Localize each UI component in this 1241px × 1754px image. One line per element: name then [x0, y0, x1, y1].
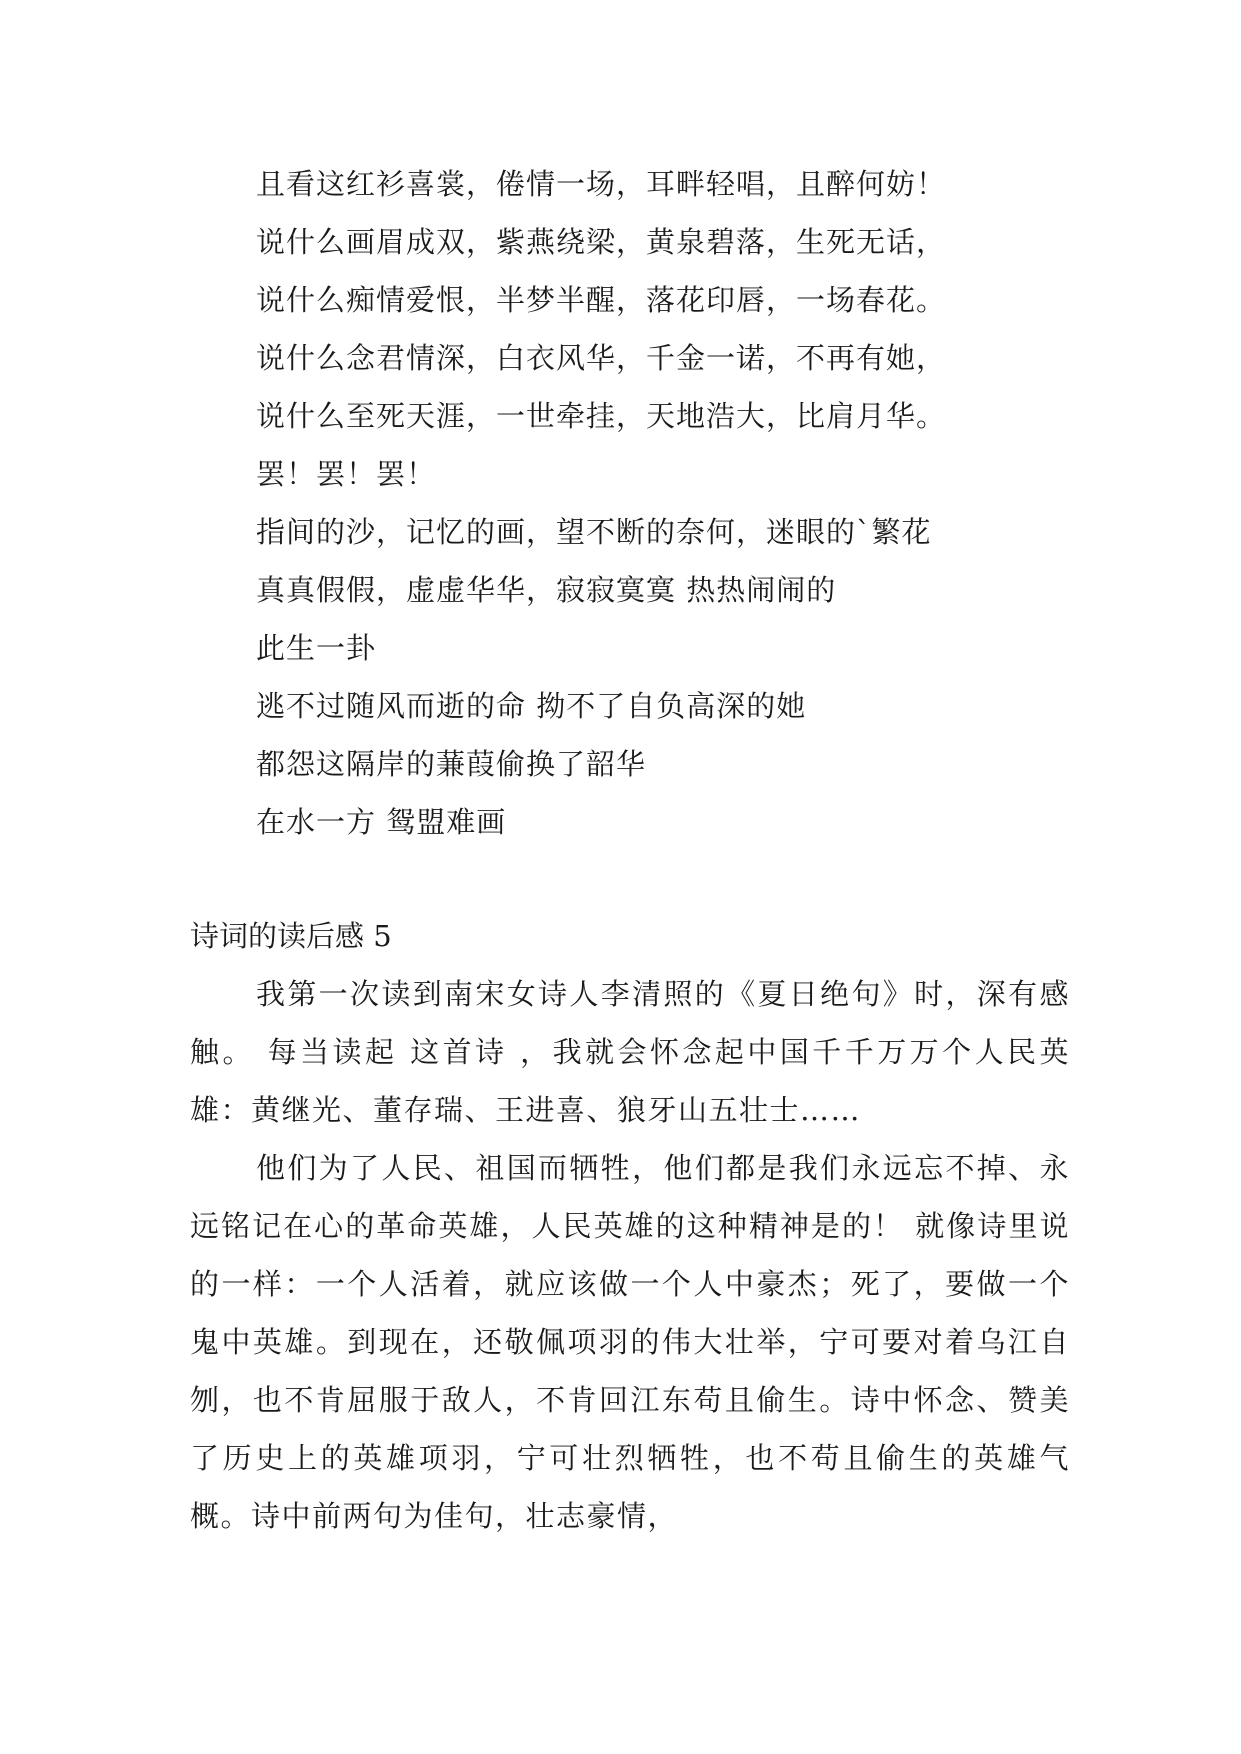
body-paragraph: 我第一次读到南宋女诗人李清照的《夏日绝句》时，深有感触。 每当读起 这首诗 ，我就会怀念起中国千千万万个人民英雄：黄继光、董存瑞、王进喜、狼牙山五壮士……: [190, 977, 1070, 1127]
poem-line: 说什么痴情爱恨，半梦半醒，落花印唇，一场春花。: [256, 283, 947, 317]
poem-line: 说什么画眉成双，紫燕绕梁，黄泉碧落，生死无话，: [256, 225, 947, 259]
poem-line: 且看这红衫喜裳，倦情一场，耳畔轻唱，且醉何妨！: [256, 167, 947, 201]
poem-line: 真真假假，虚虚华华，寂寂寞寞 热热闹闹的: [256, 573, 837, 607]
body-paragraph: 他们为了人民、祖国而牺牲，他们都是我们永远忘不掉、永远铭记在心的革命英雄，人民英雄的这种精神是的！ 就像诗里说的一样：一个人活着，就应该做一个人中豪杰；死了，要做一个鬼中英雄。到现在，还敬佩项羽的伟大壮举，宁可要对着乌江自刎，也不肯屈服于敌人，不肯回江东苟且偷生。诗中怀念、赞美了历史上的英雄项羽，宁可壮烈牺牲，也不苟且偷生的英雄气概。诗中前两句为佳句，壮志豪情，: [190, 1151, 1070, 1533]
poem-line: 都怨这隔岸的蒹葭偷换了韶华: [256, 747, 647, 781]
poem-line: 指间的沙，记忆的画，望不断的奈何，迷眼的`繁花: [256, 515, 932, 549]
section-title: 诗词的读后感 5: [190, 919, 392, 953]
document-body: [190, 155, 1070, 1545]
poem-line: 说什么念君情深，白衣风华，千金一诺，不再有她，: [256, 341, 947, 375]
poem-line: 在水一方 鸳盟难画: [256, 805, 507, 839]
poem-line: 逃不过随风而逝的命 拗不了自负高深的她: [256, 689, 807, 723]
poem-line: 罢！罢！罢！: [256, 457, 437, 491]
poem-line: 此生一卦: [256, 631, 377, 665]
poem-block: [190, 155, 1070, 851]
poem-line: 说什么至死天涯，一世牵挂，天地浩大，比肩月华。: [256, 399, 947, 433]
